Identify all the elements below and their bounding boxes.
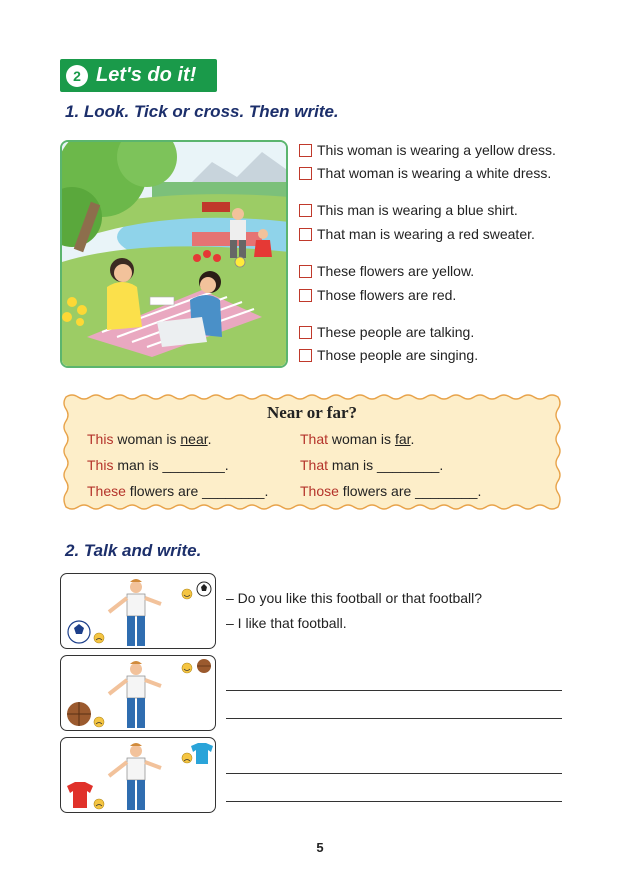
dialogue-answer: – I like that football.	[226, 615, 347, 631]
writing-line[interactable]	[226, 773, 562, 774]
near-sentence	[87, 457, 229, 473]
statement-text: That woman is wearing a white dress.	[317, 165, 552, 181]
writing-line[interactable]	[226, 801, 562, 802]
section-number: 2	[66, 65, 88, 87]
near-word: This	[87, 457, 114, 473]
writing-line[interactable]	[226, 718, 562, 719]
list-item	[299, 202, 518, 218]
sentence-text: flowers are ________.	[338, 483, 482, 499]
exercise1-heading: 1. Look. Tick or cross. Then write.	[65, 102, 339, 121]
answer-word: far	[394, 431, 411, 447]
sentence-end: .	[410, 431, 415, 447]
statement-text: This woman is wearing a yellow dress.	[317, 142, 556, 158]
statement-text: Those flowers are red.	[317, 287, 457, 303]
exercise2-heading: 2. Talk and write.	[65, 541, 202, 560]
tick-checkbox[interactable]	[299, 349, 312, 362]
sentence-text: man is ________.	[328, 457, 444, 473]
near-word: This	[87, 431, 114, 447]
tick-checkbox[interactable]	[299, 167, 312, 180]
list-item	[299, 324, 474, 340]
tick-checkbox[interactable]	[299, 265, 312, 278]
near-sentence	[87, 431, 212, 447]
list-item	[299, 347, 478, 363]
list-item	[299, 226, 535, 242]
near-word: These	[87, 483, 126, 499]
statement-text: This man is wearing a blue shirt.	[317, 202, 518, 218]
tick-checkbox[interactable]	[299, 326, 312, 339]
example-picture-tshirt	[60, 737, 216, 813]
far-word: That	[300, 457, 329, 473]
example-picture-football	[60, 573, 216, 649]
list-item	[299, 165, 551, 181]
answer-word: near	[180, 431, 208, 447]
statement-text: Those people are singing.	[317, 347, 479, 363]
page-number: 5	[316, 840, 324, 855]
sentence-text: man is ________.	[113, 457, 229, 473]
far-sentence	[300, 431, 414, 447]
tick-checkbox[interactable]	[299, 228, 312, 241]
far-word: That	[300, 431, 329, 447]
sentence-text: woman is	[113, 431, 181, 447]
near-far-title: Near or far?	[266, 403, 357, 422]
list-item	[299, 287, 456, 303]
statement-text: These flowers are yellow.	[317, 263, 475, 279]
near-far-box	[60, 391, 564, 513]
far-sentence	[300, 457, 443, 473]
example-picture-basketball	[60, 655, 216, 731]
tick-checkbox[interactable]	[299, 204, 312, 217]
list-item	[299, 142, 556, 158]
far-sentence	[300, 483, 481, 499]
writing-line[interactable]	[226, 690, 562, 691]
list-item	[299, 263, 474, 279]
tick-checkbox[interactable]	[299, 289, 312, 302]
tick-checkbox[interactable]	[299, 144, 312, 157]
section-title: Let's do it!	[96, 64, 197, 86]
far-word: Those	[300, 483, 339, 499]
sentence-text: flowers are ________.	[125, 483, 269, 499]
near-sentence	[87, 483, 268, 499]
sentence-end: .	[207, 431, 212, 447]
section-badge	[60, 59, 217, 92]
statement-text: That man is wearing a red sweater.	[317, 226, 535, 242]
statement-text: These people are talking.	[317, 324, 475, 340]
sentence-text: woman is	[328, 431, 395, 447]
dialogue-question: – Do you like this football or that football?	[226, 590, 483, 606]
picnic-illustration	[60, 140, 288, 368]
